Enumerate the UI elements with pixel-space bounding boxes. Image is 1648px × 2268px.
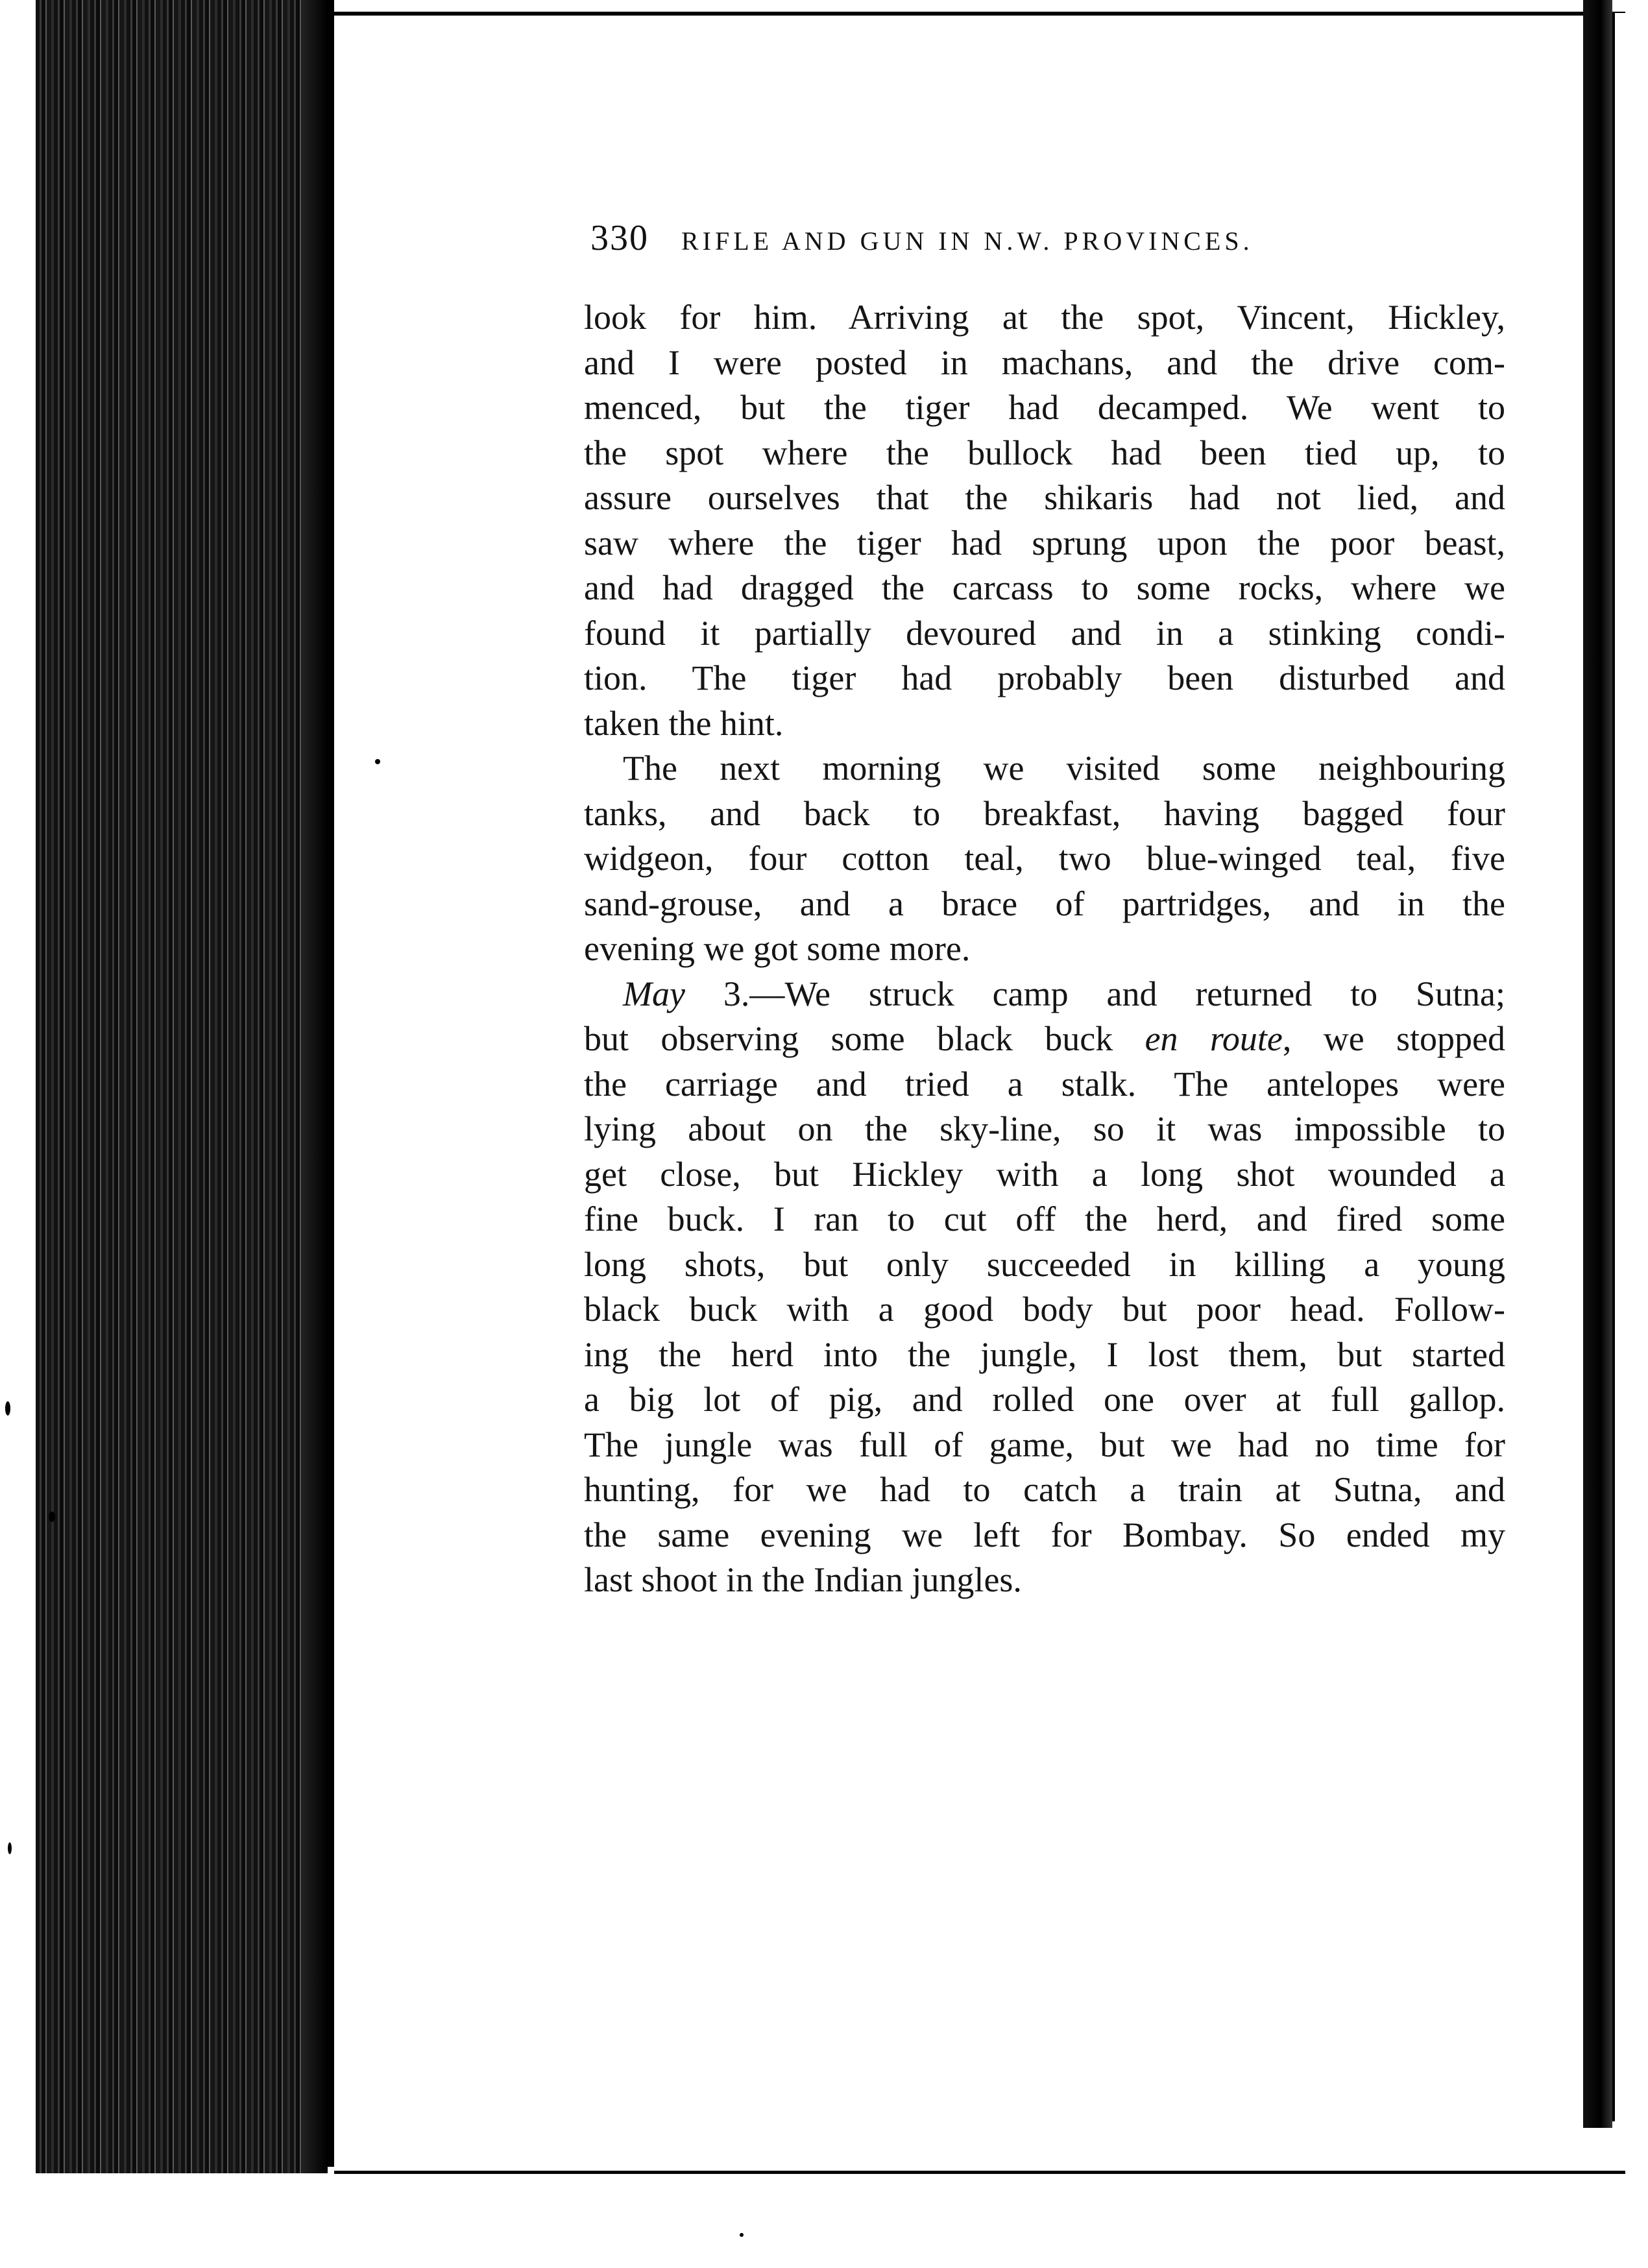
text-line: hunting, for we had to catch a train at Sutna, and <box>584 1470 1505 1509</box>
text-line: the same evening we left for Bombay. So ended my <box>584 1515 1505 1554</box>
italic-phrase: en route <box>1145 1019 1283 1058</box>
text-line: black buck with a good body but poor head. Follow- <box>584 1290 1505 1329</box>
page-number: 330 <box>590 218 649 258</box>
text-run: but observing some black buck <box>584 1019 1145 1058</box>
text-line: a big lot of pig, and rolled one over at full gallop. <box>584 1380 1505 1419</box>
scan-speck <box>8 1842 12 1854</box>
date-month: May <box>623 974 685 1013</box>
text-line: lying about on the sky-line, so it was impossible to <box>584 1109 1505 1148</box>
facing-page-margin <box>1612 13 1648 2121</box>
text-line: evening we got some more. <box>584 929 971 968</box>
text-line: and I were posted in machans, and the drive com- <box>584 343 1505 382</box>
text-line: menced, but the tiger had decamped. We went to <box>584 388 1505 427</box>
text-line-dated <box>584 972 1505 1017</box>
text-run: , we stopped <box>1282 1019 1505 1058</box>
binding-shadow <box>328 0 334 2167</box>
facing-page-edge <box>1583 0 1612 2128</box>
scan-speck <box>49 1512 55 1522</box>
text-line: look for him. Arriving at the spot, Vincent, Hickley, <box>584 298 1505 337</box>
text-line: get close, but Hickley with a long shot wounded a <box>584 1154 1505 1194</box>
scan-speck <box>375 759 380 764</box>
text-line: found it partially devoured and in a stinking condi- <box>584 613 1505 653</box>
text-line: assure ourselves that the shikaris had not lied, and <box>584 478 1505 517</box>
text-run: 3.—We struck camp and returned to Sutna; <box>685 974 1505 1013</box>
text-line: widgeon, four cotton teal, two blue-winged teal, five <box>584 839 1505 878</box>
scan-speck <box>5 1401 10 1416</box>
text-line: ing the herd into the jungle, I lost them, but started <box>584 1334 1505 1374</box>
text-line: and had dragged the carcass to some rocks, where we <box>584 568 1505 607</box>
scan-speck <box>740 2233 744 2237</box>
text-line: The jungle was full of game, but we had no time for <box>584 1425 1505 1464</box>
text-line: fine buck. I ran to cut off the herd, and fired some <box>584 1200 1505 1238</box>
text-line: saw where the tiger had sprung upon the poor beast, <box>584 523 1505 562</box>
running-head-title: RIFLE AND GUN IN N.W. PROVINCES. <box>681 226 1254 256</box>
text-line: tanks, and back to breakfast, having bagged four <box>584 793 1505 833</box>
body-text <box>584 295 1505 1603</box>
page-edges <box>36 0 328 2173</box>
text-line <box>584 1017 1505 1062</box>
text-line: sand-grouse, and a brace of partridges, and in the <box>584 884 1505 923</box>
text-line: the carriage and tried a stalk. The antelopes were <box>584 1064 1505 1104</box>
text-line: the spot where the bullock had been tied up, to <box>584 433 1505 472</box>
text-line: taken the hint. <box>584 703 784 743</box>
text-line: last shoot in the Indian jungles. <box>584 1560 1022 1599</box>
text-line: long shots, but only succeeded in killing a young <box>584 1244 1505 1284</box>
text-line: The next morning we visited some neighbouring <box>623 749 1505 788</box>
text-line: tion. The tiger had probably been disturbed and <box>584 658 1505 697</box>
running-head <box>590 217 1363 263</box>
